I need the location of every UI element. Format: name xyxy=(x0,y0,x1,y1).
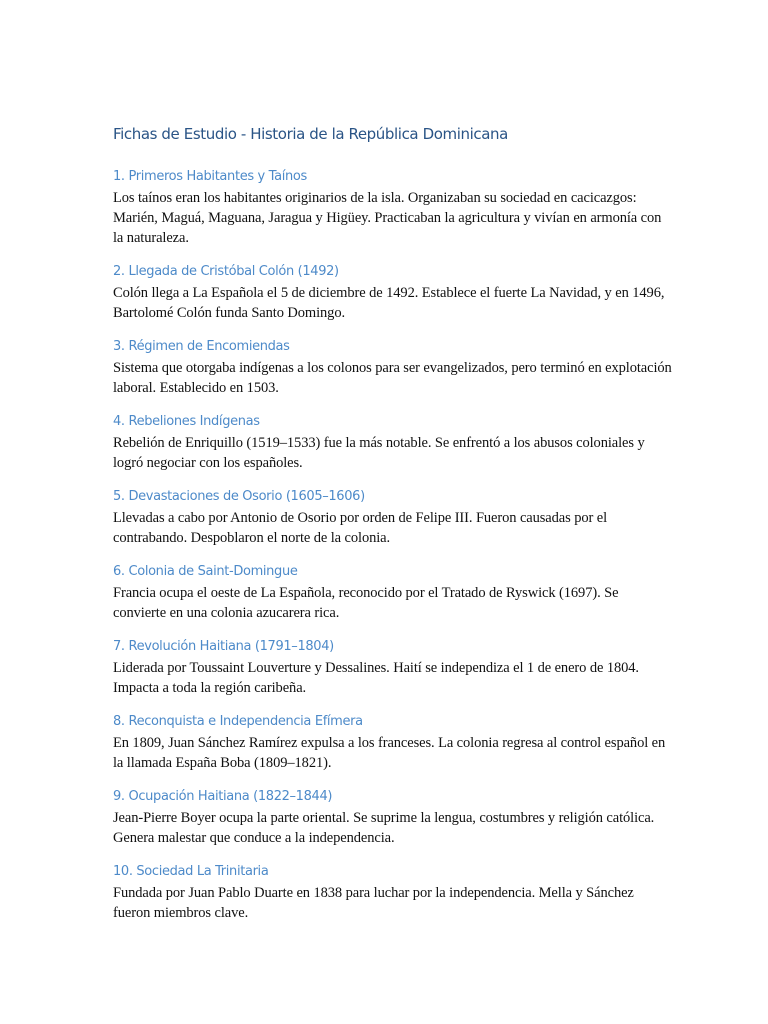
section-heading: 9. Ocupación Haitiana (1822–1844) xyxy=(113,789,333,804)
section-heading: 10. Sociedad La Trinitaria xyxy=(113,864,269,879)
section-heading: 7. Revolución Haitiana (1791–1804) xyxy=(113,639,334,654)
section-6 xyxy=(113,563,673,623)
section-heading: 6. Colonia de Saint-Domingue xyxy=(113,564,298,579)
section-body: Sistema que otorgaba indígenas a los colonos para ser evangelizados, pero terminó en explotación laboral. Establecido en 1503. xyxy=(113,360,672,396)
section-2 xyxy=(113,263,673,323)
section-body: Francia ocupa el oeste de La Española, reconocido por el Tratado de Ryswick (1697). Se convierte en una colonia azucarera rica. xyxy=(113,585,619,621)
section-10 xyxy=(113,863,673,923)
section-heading: 1. Primeros Habitantes y Taínos xyxy=(113,169,307,184)
section-heading: 3. Régimen de Encomiendas xyxy=(113,339,290,354)
section-heading: 5. Devastaciones de Osorio (1605–1606) xyxy=(113,489,365,504)
section-body: Colón llega a La Española el 5 de diciembre de 1492. Establece el fuerte La Navidad, y en 1496, Bartolomé Colón funda Santo Domingo. xyxy=(113,285,665,321)
section-8 xyxy=(113,713,673,773)
section-9 xyxy=(113,788,673,848)
section-heading: 4. Rebeliones Indígenas xyxy=(113,414,260,429)
document-title: Fichas de Estudio - Historia de la República Dominicana xyxy=(113,125,508,143)
section-body: Fundada por Juan Pablo Duarte en 1838 para luchar por la independencia. Mella y Sánchez fueron miembros clave. xyxy=(113,885,634,921)
section-heading: 8. Reconquista e Independencia Efímera xyxy=(113,714,363,729)
section-body: En 1809, Juan Sánchez Ramírez expulsa a los franceses. La colonia regresa al control español en la llamada España Boba (1809–1821). xyxy=(113,735,666,771)
section-body: Liderada por Toussaint Louverture y Dessalines. Haití se independiza el 1 de enero de 1804. Impacta a toda la región caribeña. xyxy=(113,660,639,696)
section-5 xyxy=(113,488,673,548)
section-body: Los taínos eran los habitantes originarios de la isla. Organizaban su sociedad en cacicazgos: Marién, Maguá, Maguana, Jaragua y Higüey. Practicaban la agricultura y vivían en armonía con la naturaleza. xyxy=(113,190,662,246)
section-3 xyxy=(113,338,673,398)
document-content xyxy=(113,124,673,938)
section-7 xyxy=(113,638,673,698)
section-body: Rebelión de Enriquillo (1519–1533) fue la más notable. Se enfrentó a los abusos coloniales y logró negociar con los españoles. xyxy=(113,435,645,471)
section-body: Jean-Pierre Boyer ocupa la parte oriental. Se suprime la lengua, costumbres y religión católica. Genera malestar que conduce a la independencia. xyxy=(113,810,655,846)
section-heading: 2. Llegada de Cristóbal Colón (1492) xyxy=(113,264,339,279)
section-4 xyxy=(113,413,673,473)
section-body: Llevadas a cabo por Antonio de Osorio por orden de Felipe III. Fueron causadas por el contrabando. Despoblaron el norte de la colonia. xyxy=(113,510,608,546)
section-1 xyxy=(113,168,673,248)
